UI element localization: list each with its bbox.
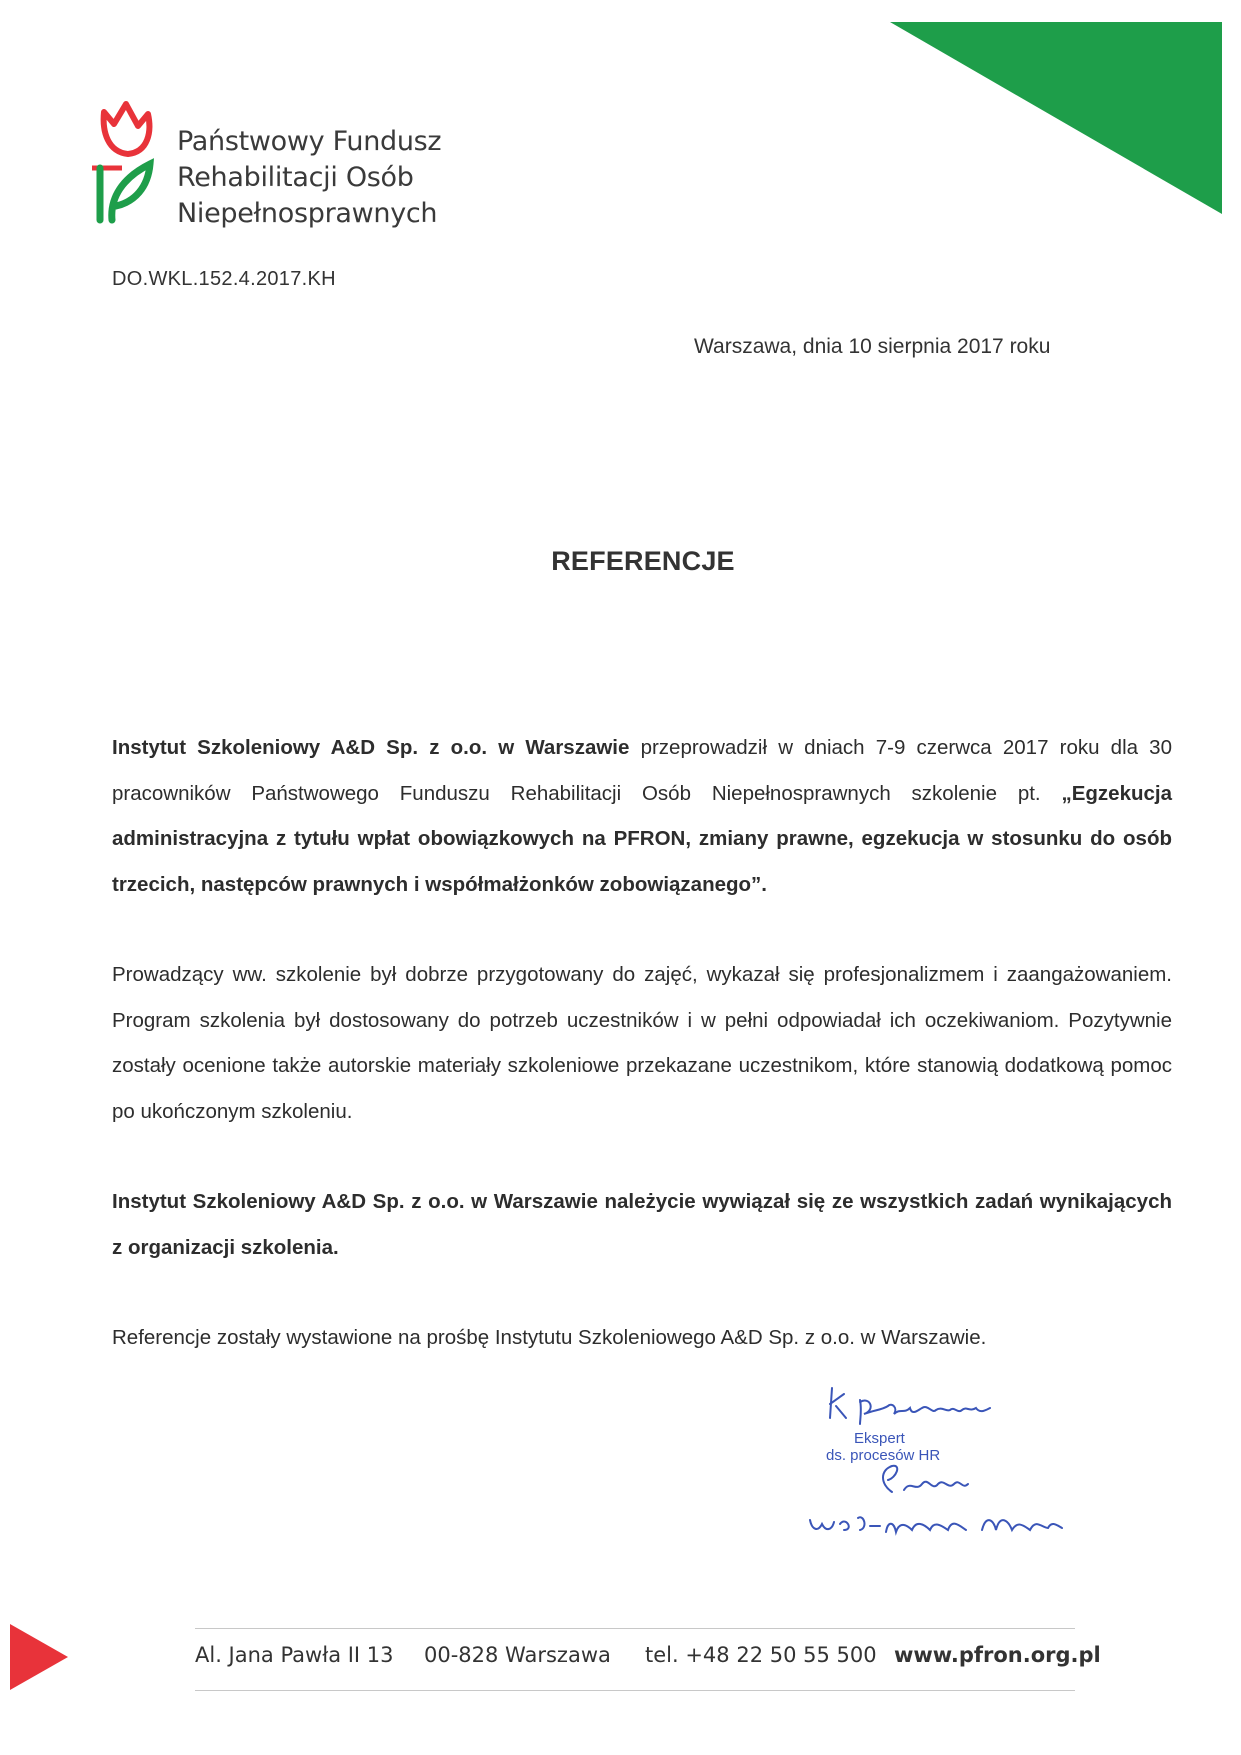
footer-website-link[interactable]: www.pfron.org.pl (894, 1643, 1101, 1667)
paragraph-conclusion: Instytut Szkoleniowy A&D Sp. z o.o. w Warszawie należycie wywiązał się ze wszystkich zadań wynikających z organizacji szkolenia. (112, 1190, 1172, 1259)
footer-address: Al. Jana Pawła II 13 (195, 1643, 394, 1667)
play-arrow-icon (10, 1624, 68, 1690)
paragraph-request-note: Referencje zostały wystawione na prośbę Instytutu Szkoleniowego A&D Sp. z o.o. w Warszawie. (112, 1326, 987, 1349)
org-name-line2: Rehabilitacji Osób (177, 162, 414, 193)
training-details-text: przeprowadził w dniach 7-9 czerwca 2017 roku dla 30 pracowników Państwowego Funduszu Rehabilitacji Osób Niepełnosprawnych szkolenie pt. (112, 736, 1172, 805)
org-name-line3: Niepełnosprawnych (177, 198, 438, 229)
paragraph-evaluation: Prowadzący ww. szkolenie był dobrze przygotowany do zajęć, wykazał się profesjonalizmem i zaangażowaniem. Program szkolenia był dostosowany do potrzeb uczestników i w pełni odpowiadał ich oczekiwaniom. Pozytywnie zostały ocenione także autorskie materiały szkoleniowe przekazane uczestnikom, które stanowią dodatkową pomoc po ukończonym szkoleniu. (112, 963, 1172, 1123)
corner-green-triangle (890, 22, 1222, 214)
place-and-date: Warszawa, dnia 10 sierpnia 2017 roku (694, 335, 1051, 358)
signature-stamp (826, 1430, 940, 1464)
stamp-role: Ekspert (854, 1430, 905, 1447)
company-name-bold: Instytut Szkoleniowy A&D Sp. z o.o. w Warszawie (112, 736, 630, 759)
footer-divider-top (195, 1628, 1075, 1629)
reference-number: DO.WKL.152.4.2017.KH (112, 268, 336, 290)
footer-divider-bottom (195, 1690, 1075, 1691)
tulip-logo-icon (92, 98, 162, 228)
training-title-bold: „Egzekucja administracyjna z tytułu wpłat obowiązkowych na PFRON, zmiany prawne, egzekucja w stosunku do osób trzecich, następców prawnych i współmałżonków zobowiązanego”. (112, 781, 1172, 896)
footer-phone: tel. +48 22 50 55 500 (645, 1643, 877, 1667)
handwritten-signature (800, 1380, 1100, 1560)
document-title: REFERENCJE (551, 546, 735, 576)
organization-name (177, 124, 441, 232)
paragraph-training-info (112, 725, 1172, 907)
org-name-line1: Państwowy Fundusz (177, 126, 442, 157)
footer-city: 00-828 Warszawa (424, 1643, 611, 1667)
stamp-department: ds. procesów HR (826, 1447, 941, 1464)
